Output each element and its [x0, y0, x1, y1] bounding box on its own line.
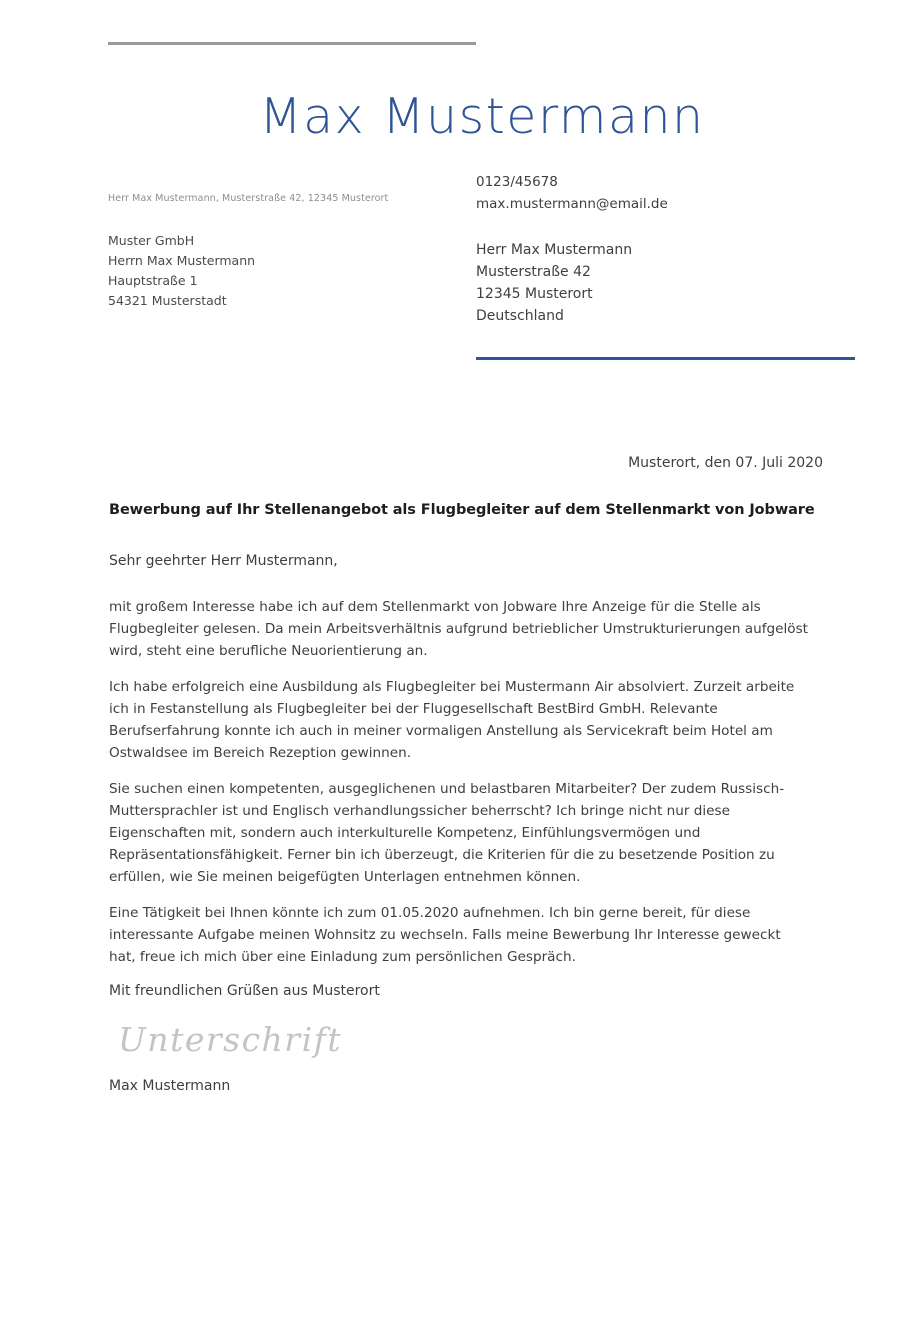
recipient-line: Herrn Max Mustermann	[108, 253, 256, 268]
letter-body	[109, 596, 809, 982]
recipient-line: 54321 Musterstadt	[108, 293, 227, 308]
address-line: Herr Max Mustermann	[476, 242, 633, 258]
recipient-line: Muster GmbH	[108, 233, 195, 248]
salutation: Sehr geehrter Herr Mustermann,	[109, 553, 338, 569]
body-paragraph: Eine Tätigkeit bei Ihnen könnte ich zum 01.05.2020 aufnehmen. Ich bin gerne bereit, für diese interessante Aufgabe meinen Wohnsitz zu wechseln. Falls meine Bewerbung Ihr Interesse geweckt hat, freue ich mich über eine Einladung zum persönlichen Gespräch.	[109, 905, 781, 965]
top-divider	[108, 42, 476, 45]
letter-date: Musterort, den 07. Juli 2020	[628, 455, 823, 471]
recipient-line: Hauptstraße 1	[108, 273, 198, 288]
address-line: Deutschland	[476, 308, 564, 324]
body-paragraph: mit großem Interesse habe ich auf dem Stellenmarkt von Jobware Ihre Anzeige für die Stelle als Flugbegleiter gelesen. Da mein Arbeitsverhältnis aufgrund betrieblicher Umstrukturierungen aufgelöst wird, steht eine berufliche Neuorientierung an.	[109, 599, 808, 659]
page-title: Max Mustermann	[259, 88, 705, 145]
signer-name: Max Mustermann	[109, 1078, 231, 1094]
sender-address-block	[476, 239, 632, 327]
contact-block	[476, 171, 668, 215]
phone-number: 0123/45678	[476, 174, 558, 190]
body-paragraph: Sie suchen einen kompetenten, ausgeglichenen und belastbaren Mitarbeiter? Der zudem Russisch-Muttersprachler ist und Englisch verhandlungssicher beherrscht? Ich bringe nicht nur diese Eigenschaften mit, sondern auch interkulturelle Kompetenz, Einfühlungsvermögen und Repräsentationsfähigkeit. Ferner bin ich überzeugt, die Kriterien für die zu besetzende Position zu erfüllen, wie Sie meinen beigefügten Unterlagen entnehmen können.	[109, 781, 785, 885]
closing-phrase: Mit freundlichen Grüßen aus Musterort	[109, 983, 380, 999]
body-paragraph: Ich habe erfolgreich eine Ausbildung als Flugbegleiter bei Mustermann Air absolviert. Zurzeit arbeite ich in Festanstellung als Flugbegleiter bei der Fluggesellschaft BestBird GmbH. Relevante Berufserfahrung konnte ich auch in meiner vormaligen Anstellung als Servicekraft beim Hotel am Ostwaldsee im Bereich Rezeption gewinnen.	[109, 679, 795, 761]
email-address: max.mustermann@email.de	[476, 196, 668, 212]
letter-subject: Bewerbung auf Ihr Stellenangebot als Flugbegleiter auf dem Stellenmarkt von Jobware	[109, 502, 815, 518]
accent-divider	[476, 357, 855, 360]
signature: Unterschrift	[118, 1020, 343, 1059]
recipient-address-block	[108, 231, 255, 311]
sender-return-address: Herr Max Mustermann, Musterstraße 42, 12345 Musterort	[108, 193, 389, 204]
address-line: Musterstraße 42	[476, 264, 591, 280]
address-line: 12345 Musterort	[476, 286, 593, 302]
